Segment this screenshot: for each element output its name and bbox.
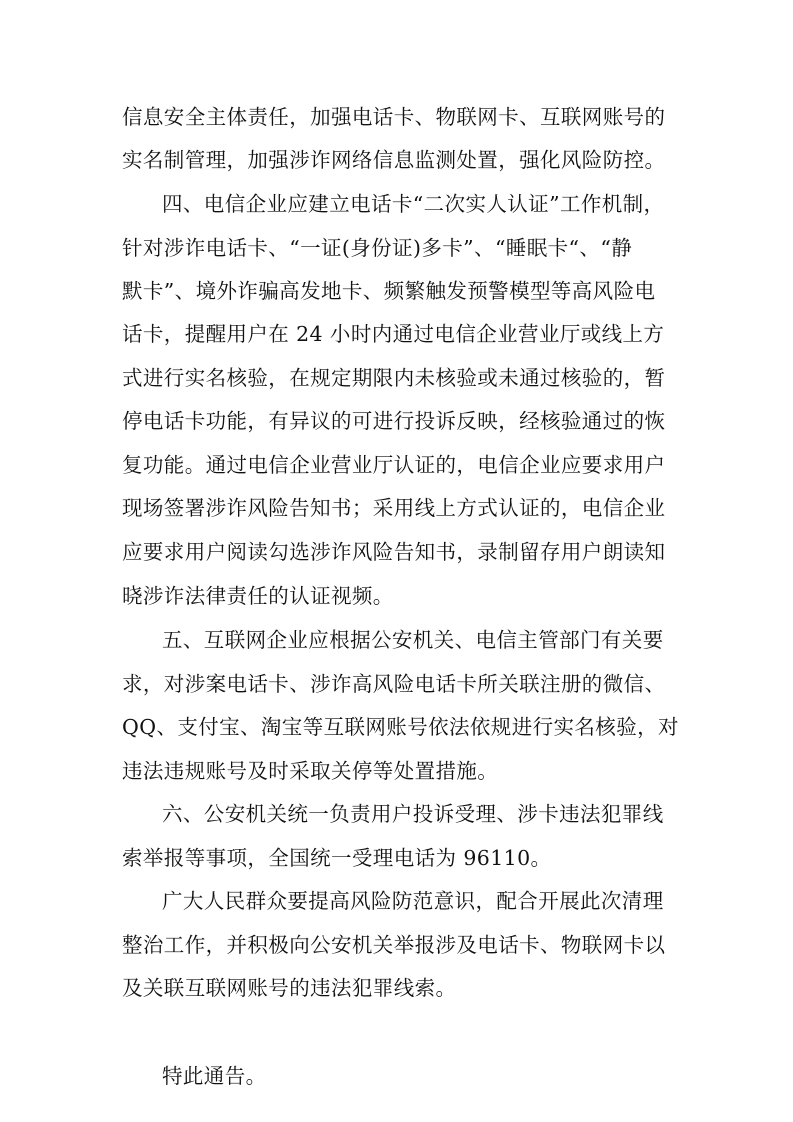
text-line: 整治工作，并积极向公安机关举报涉及电话卡、物联网卡以	[122, 933, 666, 957]
text-line: 信息安全主体责任，加强电话卡、物联网卡、互联网账号的	[122, 105, 666, 129]
paragraph-four-start: 四、电信企业应建立电话卡“二次实人认证”工作机制，	[162, 192, 665, 216]
text-line: 默卡”、境外诈骗高发地卡、频繁触发预警模型等高风险电	[122, 279, 656, 303]
text-line: 索举报等事项，全国统一受理电话为 96110。	[122, 846, 552, 870]
text-line: 违法违规账号及时采取关停等处置措施。	[122, 759, 499, 783]
paragraph-six-start: 六、公安机关统一负责用户投诉受理、涉卡违法犯罪线	[162, 802, 664, 826]
text-line: 现场签署涉诈风险告知书；采用线上方式认证的，电信企业	[122, 496, 666, 520]
text-line: 求，对涉案电话卡、涉诈高风险电话卡所关联注册的微信、	[122, 672, 666, 696]
text-line: QQ、支付宝、淘宝等互联网账号依法依规进行实名核验，对	[122, 715, 679, 739]
closing-notice: 特此通告。	[162, 1064, 267, 1088]
paragraph-public-start: 广大人民群众要提高风险防范意识，配合开展此次清理	[162, 889, 664, 913]
text-line: 针对涉诈电话卡、“一证(身份证)多卡”、“睡眠卡“、“静	[122, 236, 633, 260]
text-line: 话卡，提醒用户在 24 小时内通过电信企业营业厅或线上方	[122, 322, 665, 346]
paragraph-five-start: 五、互联网企业应根据公安机关、电信主管部门有关要	[162, 628, 664, 652]
text-line: 复功能。通过电信企业营业厅认证的，电信企业应要求用户	[122, 453, 666, 477]
text-line: 晓涉诈法律责任的认证视频。	[122, 584, 394, 608]
text-line: 及关联互联网账号的违法犯罪线索。	[122, 976, 457, 1000]
text-line: 实名制管理，加强涉诈网络信息监测处置，强化风险防控。	[122, 148, 666, 172]
text-line: 应要求用户阅读勾选涉诈风险告知书，录制留存用户朗读知	[122, 540, 666, 564]
text-line: 式进行实名核验，在规定期限内未核验或未通过核验的，暂	[122, 366, 666, 390]
text-line: 停电话卡功能，有异议的可进行投诉反映，经核验通过的恢	[122, 409, 666, 433]
